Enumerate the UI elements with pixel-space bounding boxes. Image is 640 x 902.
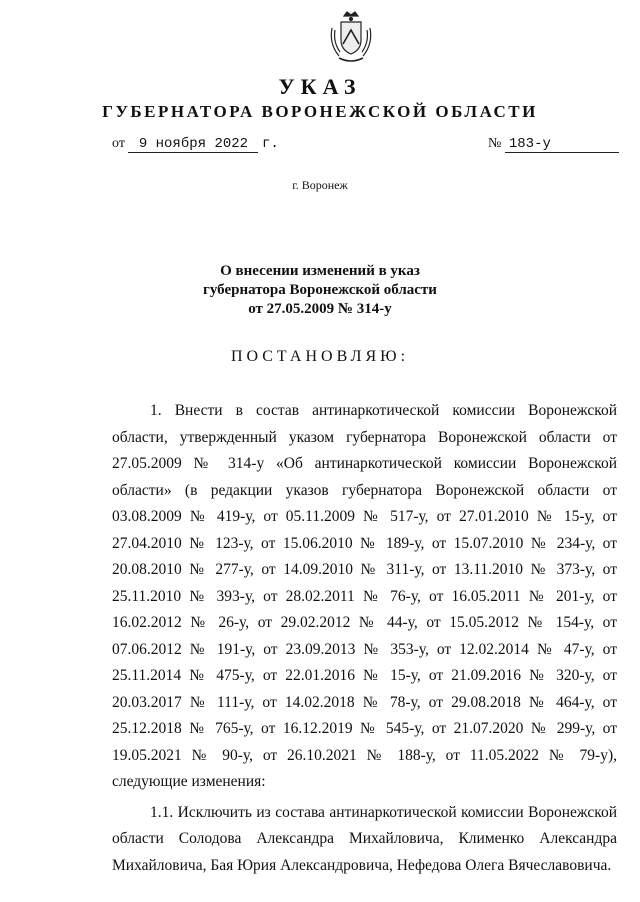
paragraph-1: 1. Внести в состав антинаркотической комиссии Воронежской области, утвержденный указом губернатора Воронежской области от 27.05.2009 № 314-у «Об антинаркотической комиссии Воронежской области» (в редакции указов губернатора Воронежской области от 03.08.2009 № 419-у, от 05.11.2009 № 517-у, от 27.01.2010 № 15-у, от 27.04.2010 № 123-у, от 15.06.2010 № 189-у, от 15.07.2010 № 234-у, от 20.08.2010 № 277-у, от 14.09.2010 № 311-у, от 13.11.2010 № 373-у, от 25.11.2010 № 393-у, от 28.02.2011 № 76-у, от 16.05.2011 № 201-у, от 16.02.2012 № 26-у, от 29.02.2012 № 44-у, от 15.05.2012 № 154-у, от 07.06.2012 № 191-у, от 23.09.2013 № 353-у, от 12.02.2014 № 47-у, от 25.11.2014 № 475-у, от 22.01.2016 № 15-у, от 21.09.2016 № 320-у, от 20.03.2017 № 111-у, от 14.02.2018 № 78-у, от 29.08.2018 № 464-у, от 25.12.2018 № 765-у, от 16.12.2019 № 545-у, от 21.07.2020 № 299-у, от 19.05.2021 № 90-у, от 26.10.2021 № 188-у, от 11.05.2022 № 79-у), следующие изменения:: [112, 402, 617, 790]
heading-line-1: О внесении изменений в указ: [220, 263, 420, 279]
place-name: г. Воронеж: [292, 178, 348, 192]
date-value: 9 ноября 2022: [128, 136, 258, 153]
document-heading: [0, 262, 640, 319]
document-title: УКАЗ: [278, 74, 362, 99]
document-subtitle: ГУБЕРНАТОРА ВОРОНЕЖСКОЙ ОБЛАСТИ: [102, 102, 538, 121]
paragraph-1-1: 1.1. Исключить из состава антинаркотической комиссии Воронежской области Солодова Александра Михайловича, Клименко Александра Михайловича, Бая Юрия Александровича, Нефедова Олега Вячеславовича.: [112, 803, 617, 874]
date-suffix: г.: [261, 136, 279, 152]
number-value: 183-у: [505, 136, 619, 153]
date-line: [112, 136, 279, 153]
document-body: [112, 398, 617, 879]
decree-word: ПОСТАНОВЛЯЮ:: [230, 348, 410, 365]
date-prefix: от: [112, 136, 125, 151]
coat-of-arms-icon: [327, 10, 375, 66]
heading-line-3: от 27.05.2009 № 314-у: [248, 301, 392, 317]
number-prefix: №: [488, 136, 502, 151]
heading-line-2: губернатора Воронежской области: [203, 282, 437, 298]
number-line: [488, 136, 619, 153]
